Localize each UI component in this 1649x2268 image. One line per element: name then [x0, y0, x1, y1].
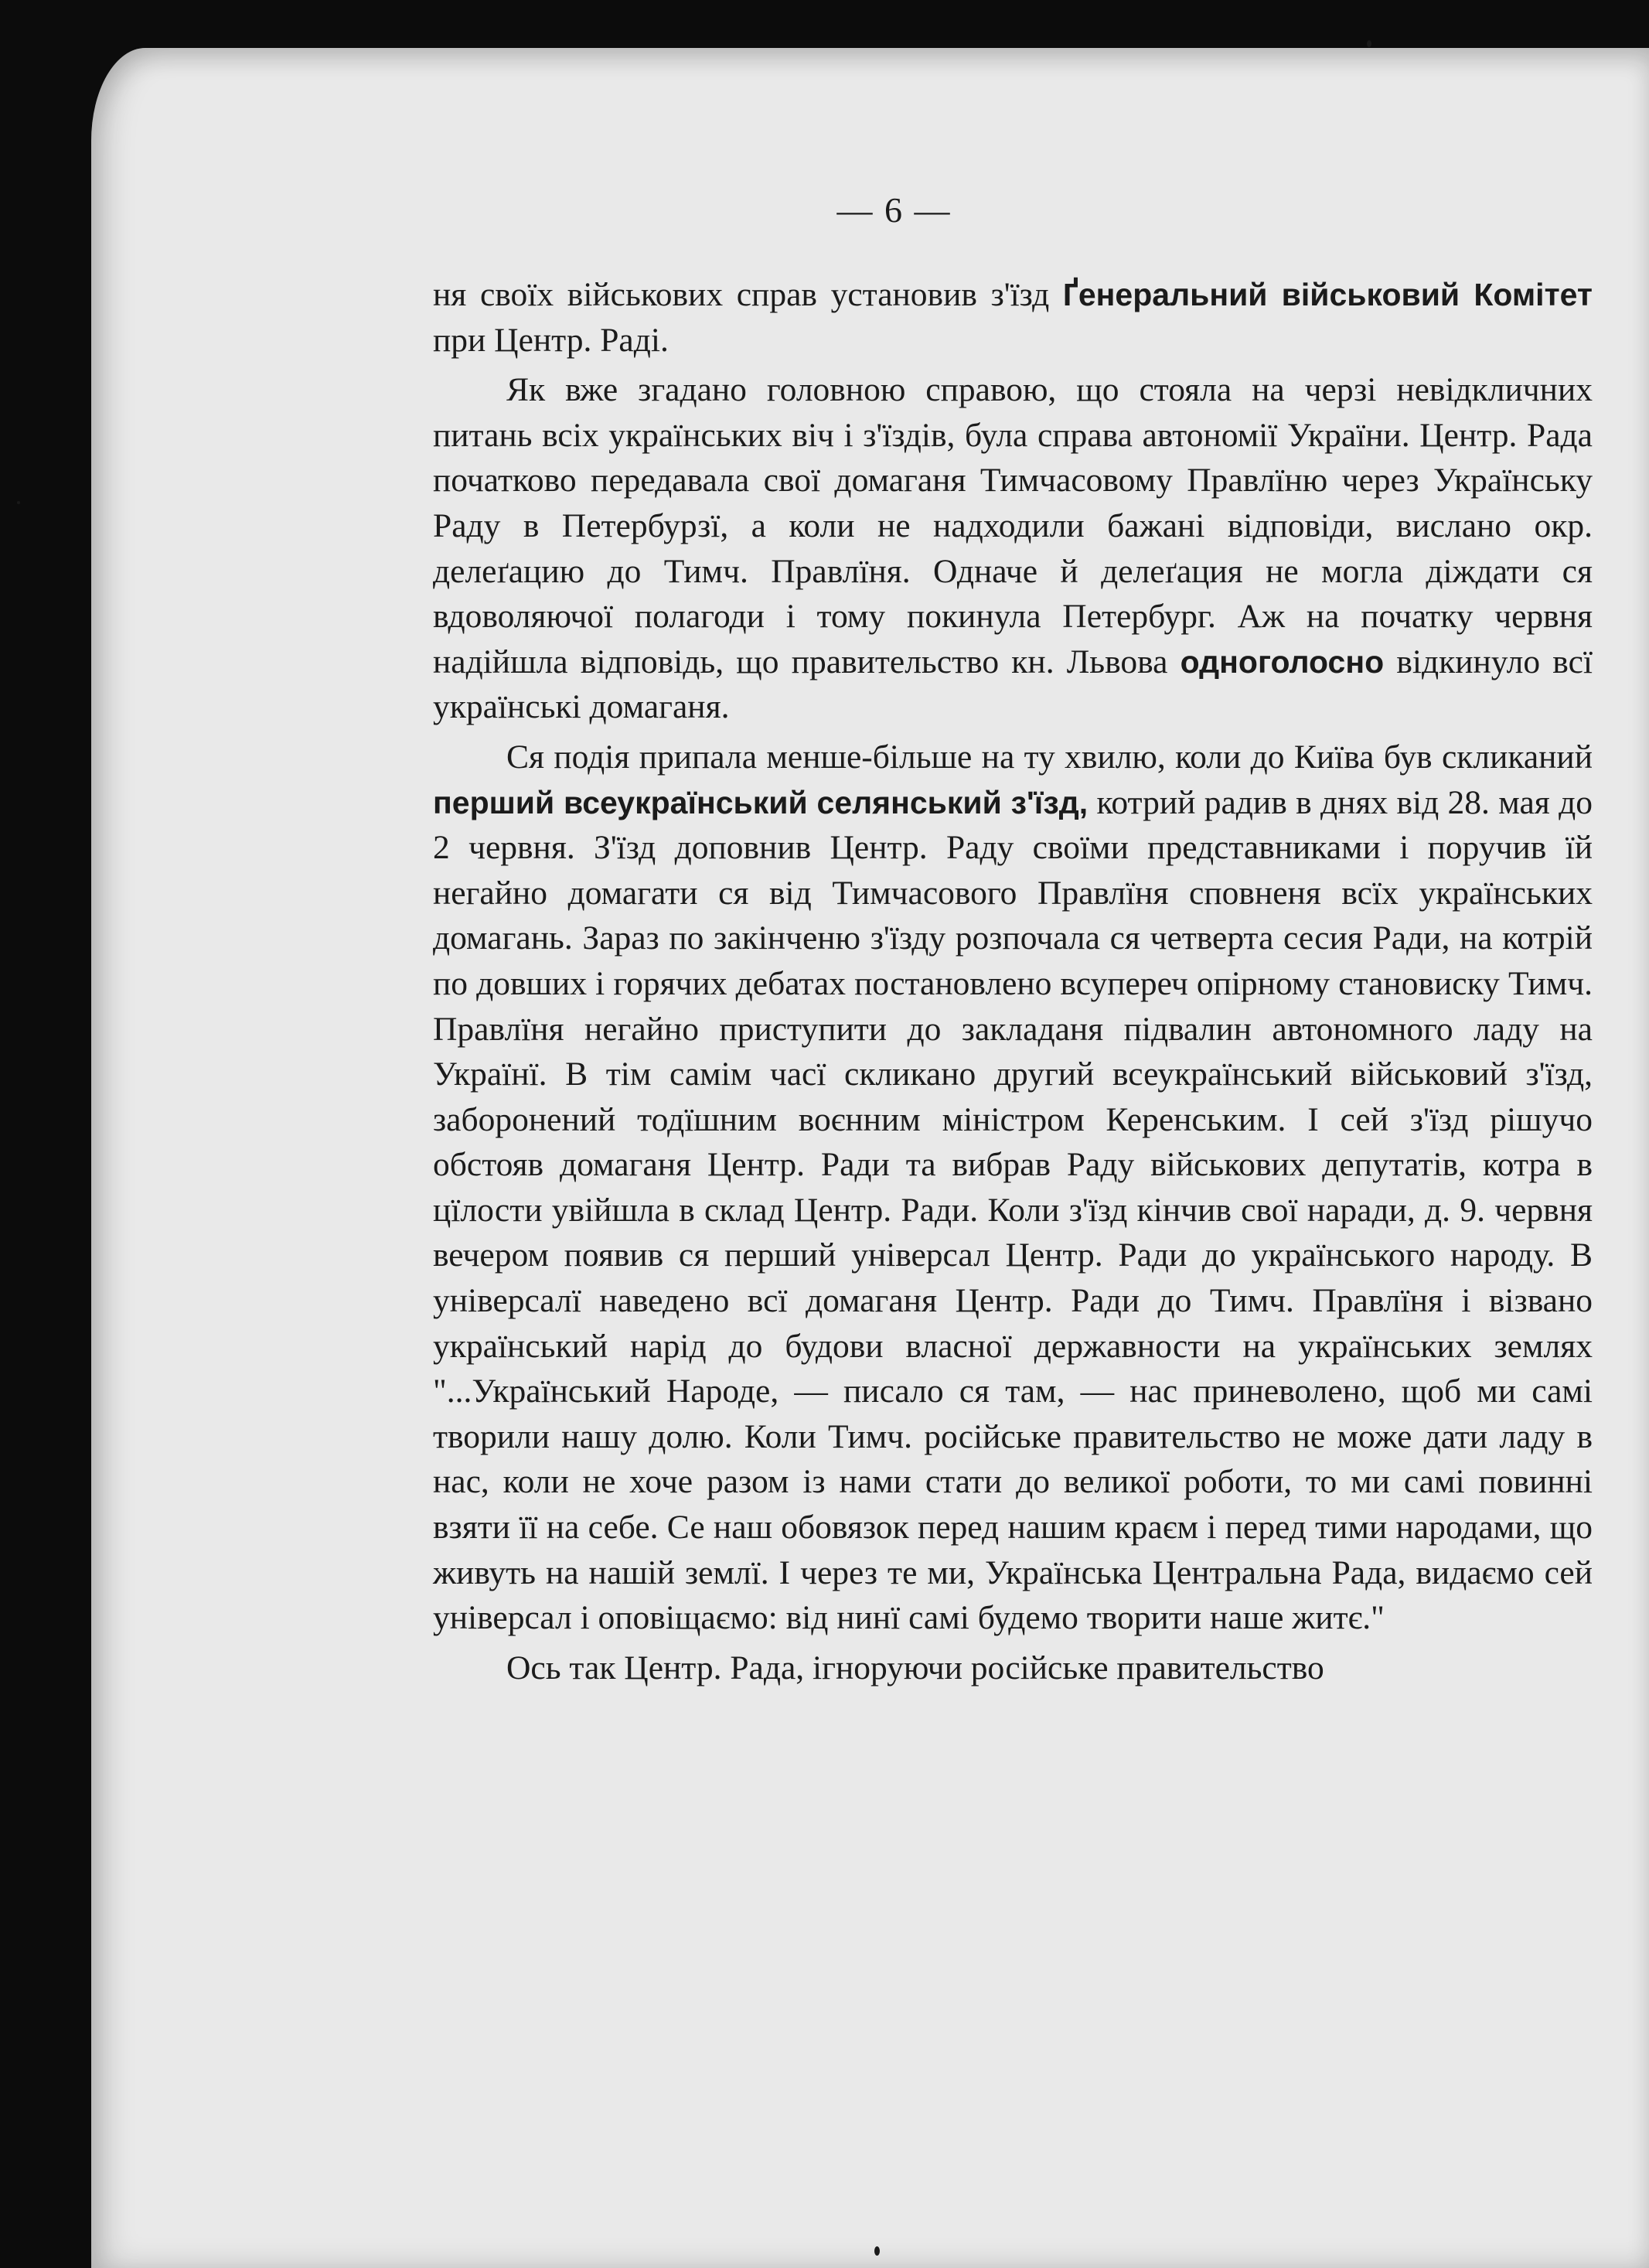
paragraph-4	[433, 1646, 1593, 1691]
text-segment: Як вже згадано головною справою, що стояла на черзі невідкличних питань всіх українських віч і з'їздів, була справа автономії України. Центр. Рада початково передавала свої домаганя Тимчасовому Правлїню через Українську Раду в Петербурзї, а коли не надходили бажані відповіди, вислано окр. делеґацию до Тимч. Правлїня. Одначе й делеґация не могла діждати ся вдоволяючої полагоди і тому покинула Петербург. Аж на початку червня надійшла відповідь, що правительство кн. Львова	[433, 371, 1593, 680]
ink-speck	[17, 501, 20, 504]
paragraph-3	[433, 735, 1593, 1641]
page-number: — 6 —	[836, 190, 952, 230]
text-segment: Ось так Центр. Рада, ігноруючи російське правительство	[506, 1649, 1324, 1687]
ink-speck	[1367, 40, 1371, 47]
body-text	[433, 272, 1593, 1690]
text-segment: котрий радив в днях від 28. мая до 2 червня. З'їзд доповнив Центр. Раду своїми представниками і поручив їй негайно домагати ся від Тимчасового Правлїня сповненя всїх українських домагань. Зараз по закінченю з'їзду розпочала ся четверта сесия Ради, на котрій по довших і горячих дебатах постановлено всупереч опірному становиску Тимч. Правлїня негайно приступити до закладаня підвалин автономного ладу на Українї. В тім самім часї скликано другий всеукраїнський військовий з'їзд, заборонений тодїшним воєнним міністром Керенським. І сей з'їзд рішучо обстояв домаганя Центр. Ради та вибрав Раду військових депутатів, котра в цїлости увійшла в склад Центр. Ради. Коли з'їзд кінчив свої наради, д. 9. червня вечером появив ся перший універсал Центр. Ради до українського народу. В універсалї наведено всї домаганя Центр. Ради до Тимч. Правлїня і візвано український нарід до будови власної державности на українських землях "...Український Народе, — писало ся там, — нас приневолено, щоб ми самі творили нашу долю. Коли Тимч. російське правительство не може дати ладу в нас, коли не хоче разом із нами стати до великої роботи, то ми самі повинні взяти її на себе. Се наш обовязок перед нашим краєм і перед тими народами, що живуть на нашій землї. І через те ми, Українська Центральна Рада, видаємо сей універсал і оповіщаємо: від нинї самі будемо творити наше житє."	[433, 783, 1593, 1637]
text-segment: ня своїх військових справ установив з'їзд	[433, 276, 1063, 313]
paragraph-1	[433, 272, 1593, 363]
paragraph-2	[433, 367, 1593, 730]
ink-speck	[874, 2246, 880, 2256]
bold-segment: перший всеукраїнський селянський з'їзд,	[433, 784, 1089, 820]
bold-segment: Ґенеральний військовий Комітет	[1062, 277, 1593, 312]
bold-segment: одноголосно	[1180, 643, 1385, 680]
text-segment: при Центр. Раді.	[433, 321, 669, 359]
text-segment: Ся подія припала менше-більше на ту хвилю, коли до Київа був скликаний	[506, 738, 1593, 776]
text-segment: відкинуло всї українські домаганя.	[433, 643, 1593, 726]
